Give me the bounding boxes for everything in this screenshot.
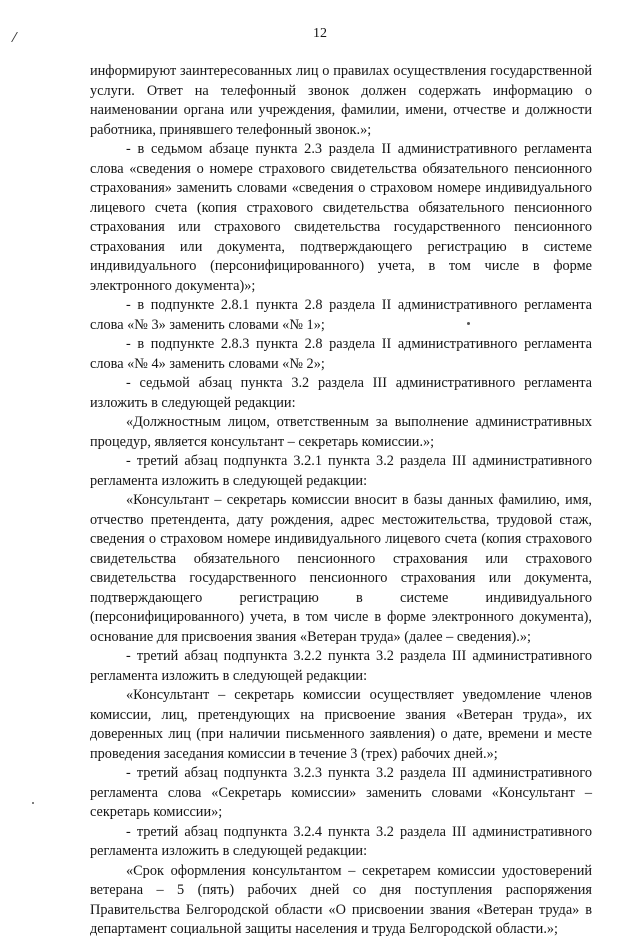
paragraph: - третий абзац подпункта 3.2.2 пункта 3.2 раздела III административного регламента изложить в следующей редакции: — [90, 648, 592, 684]
paragraph: «Срок оформления консультантом – секретарем комиссии удостоверений ветерана – 5 (пять) рабочих дней со дня поступления распоряжения Правительства Белгородской области «О присвоении звания «Ветеран труда» в департамент социальной защиты населения и труда Белгородской области.»; — [90, 862, 592, 937]
paragraph: - в подпункте 2.8.1 пункта 2.8 раздела II административного регламента слова «№ 3» заменить словами «№ 1»; — [90, 297, 592, 333]
paragraph: «Консультант – секретарь комиссии осуществляет уведомление членов комиссии, лиц, претендующих на присвоение звания «Ветеран труда», их доверенных лиц (при наличии письменного заявления) о дате, времени и месте проведения заседания комиссии в течение 3 (трех) рабочих дней.»; — [90, 687, 592, 762]
paragraph: «Должностным лицом, ответственным за выполнение административных процедур, является консультант – секретарь комиссии.»; — [90, 414, 592, 450]
paragraph: - в седьмом абзаце пункта 2.3 раздела II административного регламента слова «сведения о номере страхового свидетельства обязательного пенсионного страхования» заменить словами «сведения о страховом номере индивидуального лицевого счета (копия страхового свидетельства обязательного пенсионного страхования или страхового свидетельства государственного пенсионного страхования или документа, подтверждающего регистрацию в системе индивидуального (персонифицированного) учета, в том числе в форме электронного документа)»; — [90, 141, 592, 294]
paragraph: - седьмой абзац пункта 3.2 раздела III административного регламента изложить в следующей редакции: — [90, 375, 592, 411]
paragraph: информируют заинтересованных лиц о правилах осуществления государственной услуги. Ответ на телефонный звонок должен содержать информацию о наименовании органа или учреждения, фамилии, имени, отчестве и должности работника, принявшего телефонный звонок.»; — [90, 63, 592, 138]
paragraph: «Консультант – секретарь комиссии вносит в базы данных фамилию, имя, отчество претендента, дату рождения, адрес местожительства, трудовой стаж, сведения о страховом номере индивидуального лицевого счета (копия страхового свидетельства обязательного пенсионного страхования или страхового свидетельства государственного пенсионного страхования или документа, подтверждающего регистрацию в системе индивидуального (персонифицированного) учета, в том числе в форме электронного документа), основание для присвоения звания «Ветеран труда» (далее – сведения).»; — [90, 492, 592, 645]
page-number: 12 — [313, 26, 327, 41]
document-body — [90, 62, 592, 940]
paragraph: - третий абзац подпункта 3.2.3 пункта 3.2 раздела III административного регламента слова «Секретарь комиссии» заменить словами «Консультант – секретарь комиссии»; — [90, 765, 592, 820]
paragraph: - в подпункте 2.8.3 пункта 2.8 раздела II административного регламента слова «№ 4» заменить словами «№ 2»; — [90, 336, 592, 372]
paragraph: - третий абзац подпункта 3.2.4 пункта 3.2 раздела III административного регламента изложить в следующей редакции: — [90, 823, 592, 859]
paragraph: - третий абзац подпункта 3.2.1 пункта 3.2 раздела III административного регламента изложить в следующей редакции: — [90, 453, 592, 489]
scan-speck — [32, 802, 34, 804]
